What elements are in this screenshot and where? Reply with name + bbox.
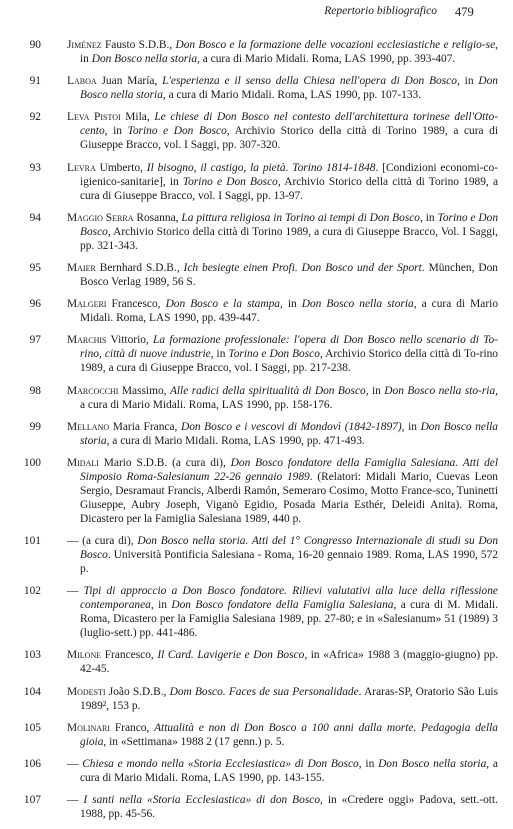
entry-title-italic: Don Bosco e la stampa bbox=[165, 298, 280, 311]
entry-text-segment: Francesco, bbox=[101, 649, 158, 662]
entry-text-segment: , in bbox=[420, 211, 438, 224]
entry-text-segment: , in «Credere oggi» Padova, sett.-ott. 1988, pp. 45-56. bbox=[80, 794, 498, 821]
entry-text-segment: , in «Africa» 1988 3 (maggio-giugno) pp. 42-45. bbox=[80, 649, 498, 676]
entry-text-segment: . (Relatori: Midali Mario, Cuevas Leon Sergio, Desramaut Francis, Alberdi Ramón, Semeraro Cosimo, Motto France-sco, Tuninetti Giuseppe, Aubry Joseph, Viganò Egidio, Posada Maria Esthér, Deleidi Anita). Roma, Dicastero per la Famiglia Salesiana 1989, 440 p. bbox=[80, 470, 498, 525]
bibliography-entry bbox=[0, 261, 513, 289]
entry-number: 91 bbox=[29, 75, 41, 88]
entry-text-segment: , in bbox=[358, 758, 379, 770]
entry-text-segment: Vittorio, bbox=[106, 334, 154, 347]
entry-text-segment: , Archivio Storico della città di Torino 1989, a cura di Giuseppe Bracco, vol. I Saggi, pp. 307-320. bbox=[80, 125, 498, 152]
author-surname: Marcocchi bbox=[67, 384, 119, 397]
bibliography-entry bbox=[0, 648, 513, 676]
entry-number: 106 bbox=[23, 758, 41, 770]
bibliography-entry bbox=[0, 211, 513, 253]
entry-text-segment: , in bbox=[279, 298, 302, 311]
page-number: 479 bbox=[455, 5, 474, 19]
entry-text-segment: Maria Franca, bbox=[109, 420, 181, 433]
entry-text-segment: . Araras-SP, Oratorio São Luis 1989², 153 p. bbox=[80, 685, 498, 712]
bibliography-entry bbox=[0, 721, 513, 749]
entry-text-segment: , Archivio Storico della città di To-rino 1989, a cura di Giuseppe Bracco, vol. I Saggi, pp. 217-238. bbox=[80, 348, 499, 375]
entry-text-segment: , in bbox=[150, 599, 172, 612]
entry-number: 98 bbox=[29, 384, 41, 397]
entry-number: 99 bbox=[29, 420, 41, 433]
entry-number: 105 bbox=[23, 721, 41, 734]
author-surname: Maier bbox=[67, 261, 96, 274]
entry-text-segment: Fausto S.D.B., bbox=[101, 39, 176, 51]
entry-text bbox=[67, 534, 498, 576]
entry-text bbox=[67, 261, 498, 289]
entry-text-segment: Juan María, bbox=[96, 75, 163, 88]
entry-text-segment: . Università Pontificia Salesiana - Roma, 16-20 gennaio 1989. Roma, LAS 1990, 572 p. bbox=[80, 549, 498, 576]
author-surname: Jiménez bbox=[67, 39, 102, 51]
bibliography-entry bbox=[0, 110, 513, 152]
entry-text-segment: , a cura di Mario Midali. Roma, LAS 1990, pp. 143-155. bbox=[80, 758, 498, 784]
entry-text bbox=[67, 333, 498, 375]
entry-title-italic: Tipi di approccio a Don Bosco fondatore. Rilievi valutativi alla luce della riflessione contemporanea bbox=[80, 585, 498, 612]
entry-number: 104 bbox=[23, 685, 41, 698]
entry-title-italic: Chiesa e mondo nella «Storia Ecclesiastica» di Don Bosco bbox=[82, 758, 359, 770]
author-surname: Midali bbox=[67, 456, 99, 469]
author-surname: Laboa bbox=[67, 75, 97, 88]
entry-text bbox=[67, 757, 498, 785]
entry-text bbox=[67, 211, 498, 253]
entry-text bbox=[67, 420, 498, 448]
entry-number: 93 bbox=[29, 161, 41, 174]
author-surname: Levra bbox=[67, 161, 96, 174]
entry-text-segment: Umberto, bbox=[95, 161, 147, 174]
bibliography-entry bbox=[0, 333, 513, 375]
entry-text-segment: , in bbox=[365, 384, 385, 397]
author-surname: Modesti bbox=[67, 685, 106, 698]
entry-text bbox=[67, 648, 498, 676]
entry-title-italic: Don Bosco nella sto-ria bbox=[384, 384, 496, 397]
entry-text bbox=[67, 297, 498, 325]
bibliography-entry bbox=[0, 161, 513, 203]
bibliography-entry bbox=[0, 38, 513, 66]
entry-number: 94 bbox=[29, 211, 41, 224]
entry-text-segment: Bernhard S.D.B., bbox=[95, 261, 184, 274]
bibliography-entry bbox=[0, 456, 513, 526]
entry-number: 96 bbox=[29, 298, 41, 311]
entry-title-italic: Torino e Don Bosco bbox=[182, 175, 278, 188]
entry-text-segment: , a cura di M. Midali. Roma, Dicastero per la Famiglia Salesiana 1989, pp. 27-80; e in «Salesianum» 51 (1989) 3 (luglio-sett.) pp. 441-486. bbox=[80, 599, 498, 640]
page-header bbox=[0, 5, 513, 21]
bibliography-list bbox=[0, 38, 513, 829]
entry-text-segment: . München, Don Bosco Verlag 1989, 56 S. bbox=[80, 261, 498, 288]
entry-title-italic: Il Card. Lavigerie e Don Bosco bbox=[157, 649, 305, 662]
entry-number: 101 bbox=[23, 535, 41, 548]
entry-text-segment: Francesco, bbox=[106, 298, 166, 311]
entry-title-italic: Alle radici della spiritualità di Don Bosco bbox=[169, 384, 366, 397]
entry-text-segment: , a cura di Mario Midali. Roma, LAS 1990, pp. 158-176. bbox=[80, 384, 499, 411]
bibliography-entry bbox=[0, 534, 513, 576]
entry-title-italic: I santi nella «Storia Ecclesiastica» di don Bosco bbox=[83, 794, 321, 807]
bibliography-entry bbox=[0, 74, 513, 102]
entry-title-italic: Ich besiegte einen Profi. Don Bosco und der Sport bbox=[183, 261, 422, 274]
entry-text-segment: , Archivio Storico della città di Torino 1989, a cura di Giuseppe Bracco, vol. I Saggi, pp. 13-97. bbox=[80, 175, 498, 202]
bibliography-entry bbox=[0, 685, 513, 713]
entry-text-segment: Mila, bbox=[120, 111, 155, 124]
author-surname: Malgeri bbox=[67, 298, 107, 311]
entry-title-italic: Don Bosco e la formazione delle vocazioni ecclesiastiche e religio-se bbox=[175, 39, 496, 51]
entry-title-italic: Don Bosco nella storia. Atti del 1° Congresso Internazionale di studi su Don Bosco bbox=[80, 535, 499, 562]
entry-text-segment: . [Condizioni economi-co-igienico-sanitarie], in bbox=[80, 161, 498, 188]
entry-text bbox=[67, 110, 498, 152]
entry-title-italic: Le chiese di Don Bosco nel contesto dell'architettura torinese dell'Otto-cento bbox=[80, 111, 498, 138]
entry-title-italic: Don Bosco nella storia bbox=[80, 420, 498, 447]
entry-text-segment: Mario S.D.B. (a cura di), bbox=[98, 456, 231, 469]
entry-text-segment: , in bbox=[456, 75, 479, 88]
entry-title-italic: Torino e Don Bosco bbox=[228, 348, 320, 361]
author-surname: Milone bbox=[67, 649, 102, 662]
entry-text-segment: Massimo, bbox=[118, 384, 170, 397]
entry-number: 92 bbox=[29, 111, 41, 124]
entry-text bbox=[67, 456, 498, 526]
entry-text-segment: , a cura di Mario Midali. Roma, LAS 1990, pp. 439-447. bbox=[80, 298, 499, 325]
entry-number: 107 bbox=[23, 794, 41, 807]
author-surname: Mellano bbox=[67, 420, 110, 433]
entry-text-segment: , Archivio Storico della città di Torino 1989, a cura di Giuseppe Bracco, Vol. I Saggi, pp. 321-343. bbox=[80, 225, 498, 252]
author-surname: Molinari bbox=[67, 721, 111, 734]
entry-text-segment: Rosanna, bbox=[133, 211, 182, 224]
entry-title-italic: Don Bosco nella storia bbox=[301, 298, 414, 311]
bibliography-entry bbox=[0, 793, 513, 821]
entry-title-italic: Don Bosco nella storia bbox=[378, 758, 487, 770]
author-surname: Leva Pistoi bbox=[67, 111, 121, 124]
entry-text-segment: Franco, bbox=[110, 721, 155, 734]
entry-title-italic: Il bisogno, il castigo, la pietà. Torino 1814-1848 bbox=[146, 161, 376, 174]
entry-title-italic: Don Bosco nella storia bbox=[91, 53, 198, 65]
entry-text-segment: — (a cura di), bbox=[67, 535, 138, 548]
entry-text-segment: , in bbox=[80, 39, 498, 65]
entry-title-italic: Don Bosco nella storia bbox=[80, 75, 498, 102]
entry-title-italic: Don Bosco e i vescovi di Mondovì (1842-1897) bbox=[180, 420, 402, 433]
entry-text bbox=[67, 685, 498, 713]
entry-text-segment: — bbox=[67, 758, 83, 770]
entry-title-italic: Don Bosco fondatore della Famiglia Salesiana bbox=[171, 599, 394, 612]
entry-title-italic: Don Bosco fondatore della Famiglia Salesiana. Atti del Simposio Roma-Salesianum 22-26 gennaio 1989 bbox=[80, 456, 498, 483]
entry-title-italic: L'esperienza e il senso della Chiesa nell'opera di Don Bosco bbox=[162, 75, 457, 88]
entry-text-segment: , a cura di Mario Midali. Roma, LAS 1990, pp. 393-407. bbox=[197, 53, 456, 65]
bibliography-entry bbox=[0, 384, 513, 412]
author-surname: Marchis bbox=[67, 334, 107, 347]
entry-text-segment: , in bbox=[210, 348, 229, 361]
entry-text-segment: , in bbox=[104, 125, 128, 138]
entry-text bbox=[67, 721, 498, 749]
entry-text-segment: , in «Settimana» 1988 2 (17 genn.) p. 5. bbox=[103, 735, 285, 748]
bibliography-entry bbox=[0, 297, 513, 325]
entry-title-italic: Torino e Don Bosco bbox=[80, 211, 499, 238]
entry-number: 97 bbox=[29, 334, 41, 347]
entry-title-italic: Torino e Don Bosco bbox=[127, 125, 227, 138]
entry-text bbox=[67, 74, 498, 102]
running-title: Repertorio bibliografico bbox=[324, 5, 437, 17]
entry-text-segment: , a cura di Mario Midali. Roma, LAS 1990, pp. 471-493. bbox=[106, 434, 365, 447]
entry-text-segment: — bbox=[67, 794, 84, 807]
entry-number: 90 bbox=[29, 39, 41, 51]
entry-title-italic: Attualità e non di Don Bosco a 100 anni dalla morte. Pedagogia della gioia bbox=[80, 721, 498, 748]
entry-text bbox=[67, 38, 498, 66]
entry-text-segment: — bbox=[67, 585, 84, 598]
entry-number: 100 bbox=[23, 456, 41, 469]
bibliography-entry bbox=[0, 584, 513, 640]
entry-title-italic: Dom Bosco. Faces de sua Personalidade bbox=[169, 685, 359, 698]
bibliography-entry bbox=[0, 757, 513, 785]
entry-title-italic: La pittura religiosa in Torino ai tempi di Don Bosco bbox=[181, 211, 421, 224]
entry-text bbox=[67, 793, 498, 821]
author-surname: Maggio Serra bbox=[67, 211, 134, 224]
entry-number: 103 bbox=[23, 649, 41, 662]
entry-text bbox=[67, 161, 498, 203]
entry-number: 95 bbox=[29, 261, 41, 274]
entry-text bbox=[67, 384, 498, 412]
bibliography-entry bbox=[0, 420, 513, 448]
entry-number: 102 bbox=[23, 585, 41, 598]
entry-text-segment: , in bbox=[401, 420, 421, 433]
entry-title-italic: La formazione professionale: l'opera di Don Bosco nello scenario di To-rino, città di nuove industrie bbox=[80, 334, 498, 361]
entry-text bbox=[67, 584, 498, 640]
entry-text-segment: , a cura di Mario Midali. Roma, LAS 1990, pp. 107-133. bbox=[162, 89, 422, 102]
entry-text-segment: João S.D.B., bbox=[105, 685, 170, 698]
